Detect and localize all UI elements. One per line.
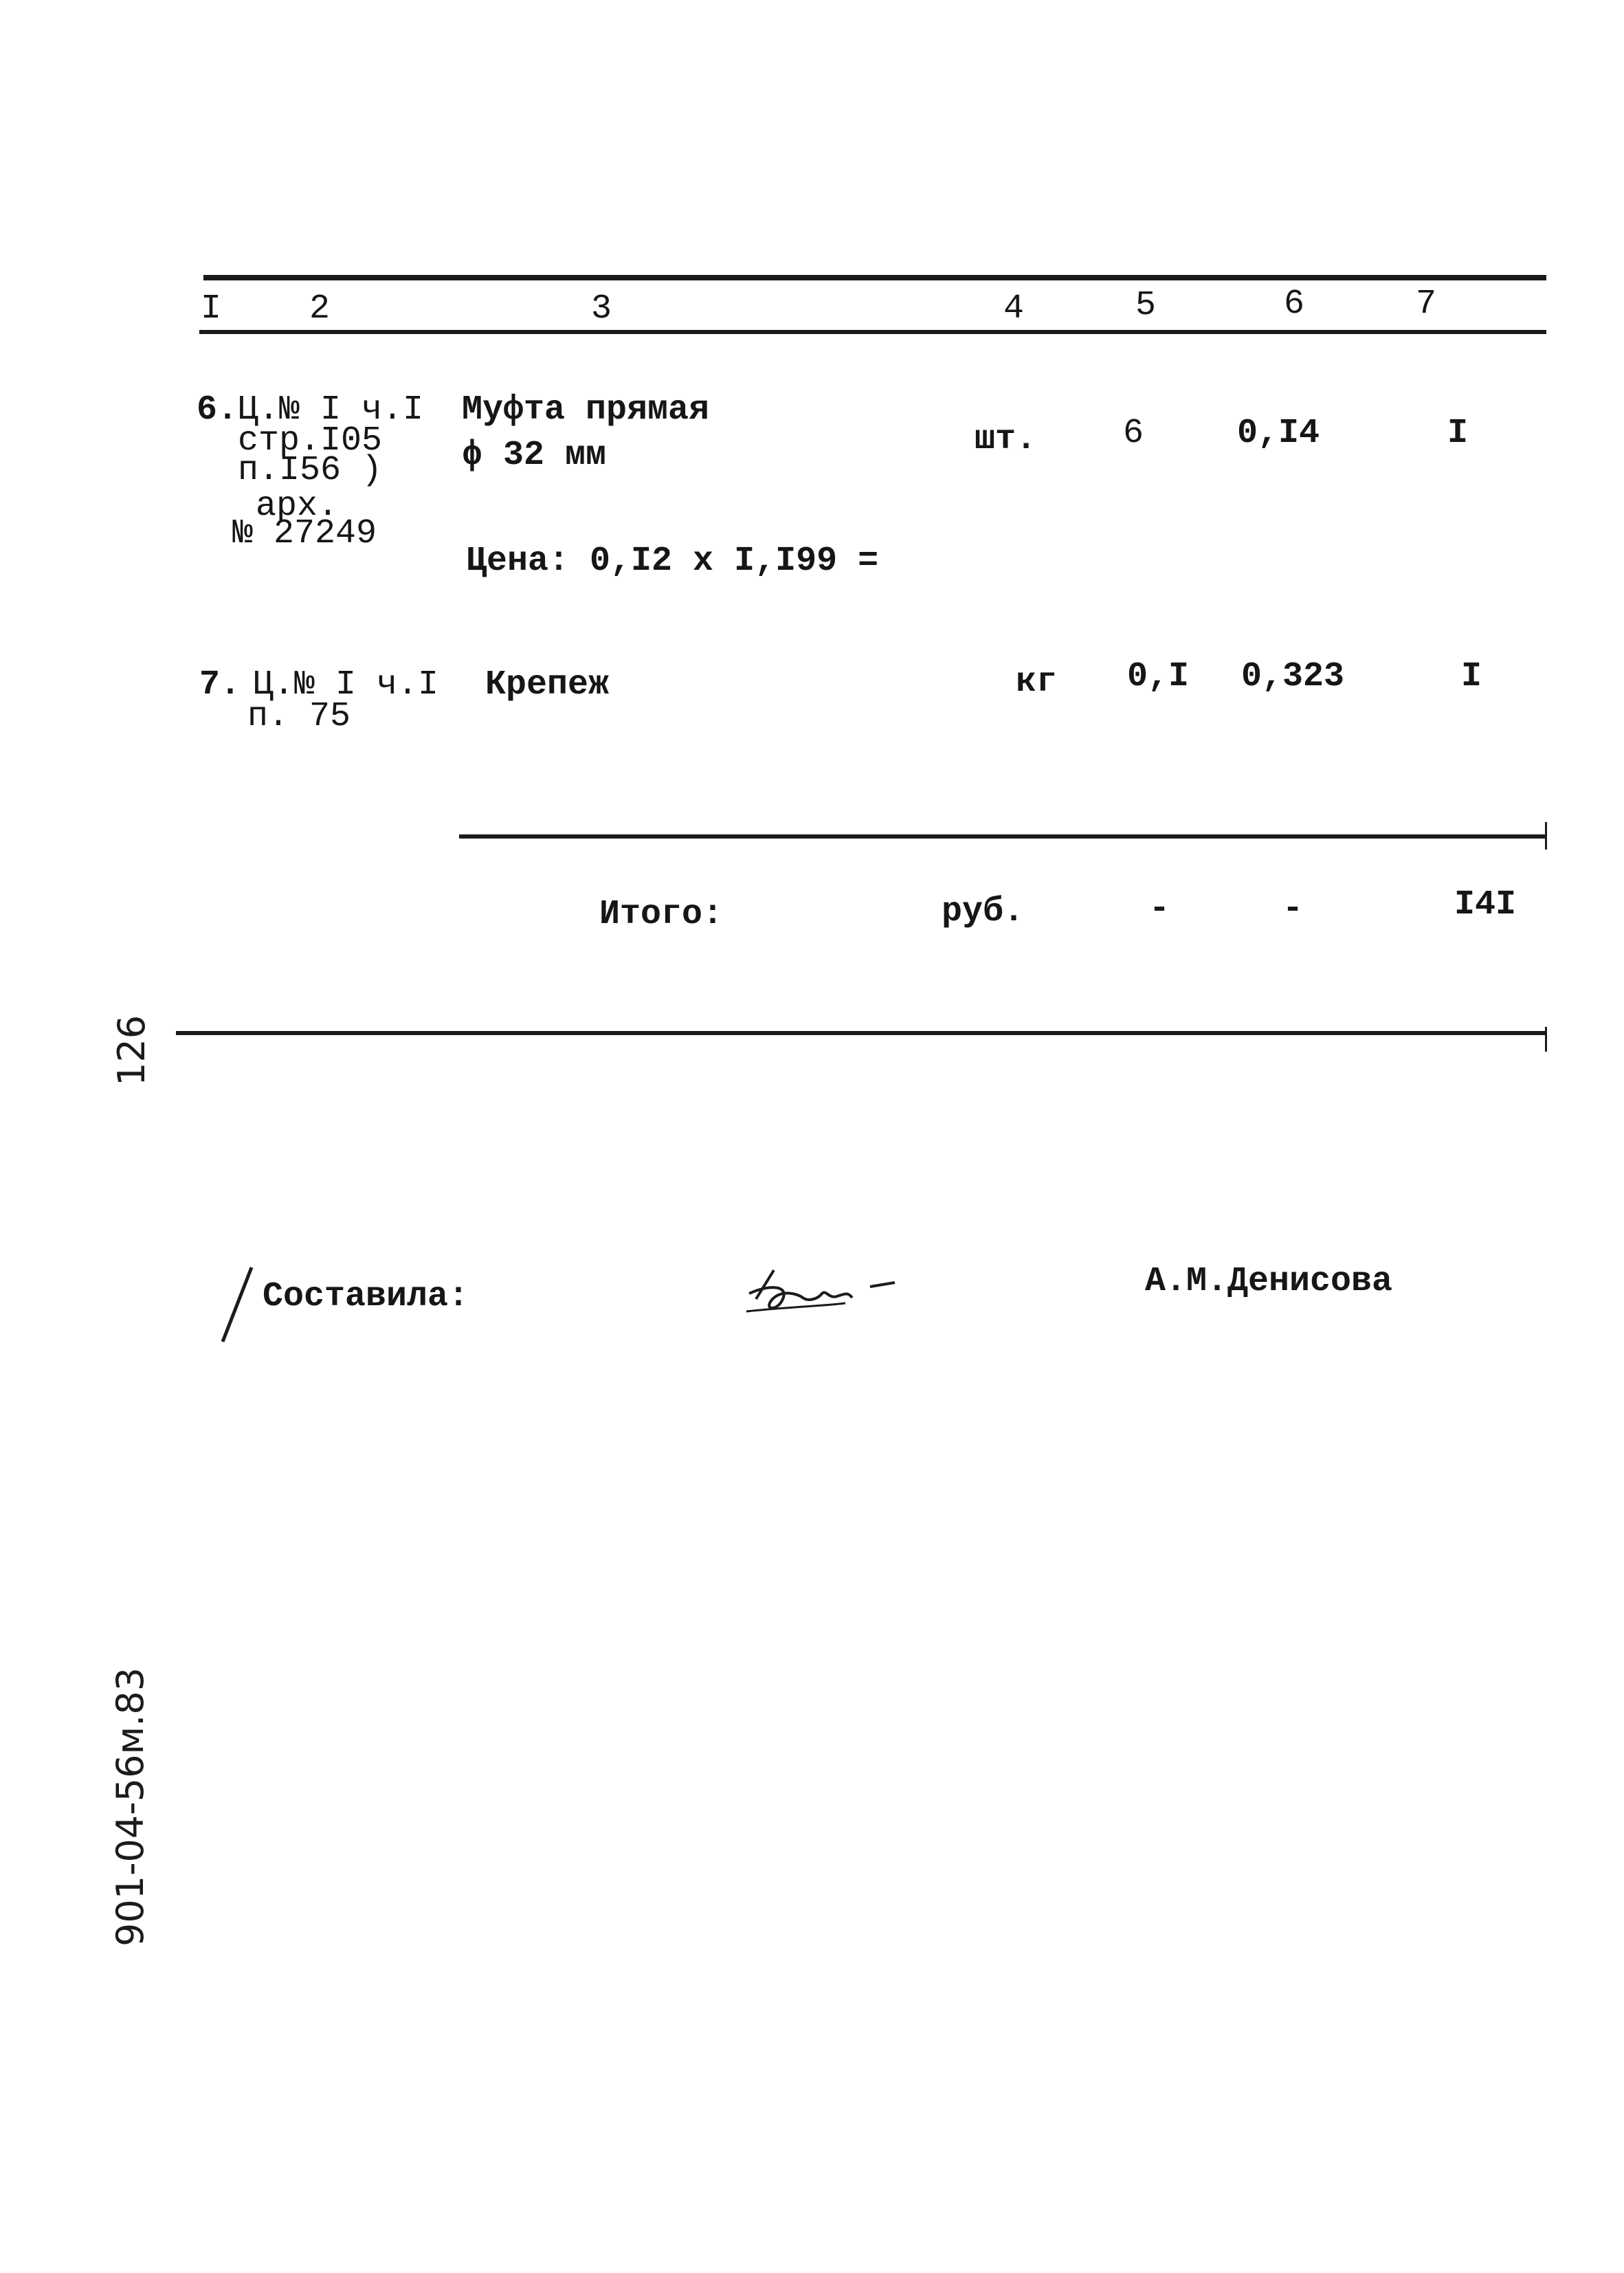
col-header-1: I <box>201 289 222 329</box>
row-ref-line: № 27249 <box>232 514 377 553</box>
signatory-name: А.М.Денисова <box>1145 1262 1393 1301</box>
row-price: 0,323 <box>1241 657 1345 696</box>
row-ref-line: п. 75 <box>247 697 351 736</box>
row-price: 0,I4 <box>1237 414 1320 453</box>
handwritten-signature <box>742 1258 948 1320</box>
signature-label: Составила: <box>263 1277 469 1316</box>
row-unit: шт. <box>975 420 1037 459</box>
total-rule <box>459 834 1546 839</box>
row-unit: кг <box>1016 663 1058 702</box>
col-header-5: 5 <box>1135 286 1157 325</box>
row-sum: I <box>1447 414 1469 453</box>
row-qty: 6 <box>1123 414 1144 453</box>
row-ref-line: стр.I05 <box>238 421 383 461</box>
col-header-4: 4 <box>1003 289 1025 329</box>
row-price-note: Цена: 0,I2 x I,I99 = <box>466 542 879 581</box>
page-number: 126 <box>110 1014 153 1086</box>
row-qty: 0,I <box>1127 657 1190 696</box>
row-sum: I <box>1461 657 1482 696</box>
row-item-name: Муфта прямая <box>462 390 710 430</box>
total-rule-tick <box>1545 822 1547 850</box>
total-sum: I4I <box>1454 885 1517 924</box>
total-price: - <box>1282 889 1304 929</box>
row-ref-line: арх. <box>256 487 339 526</box>
signature-slash-mark <box>219 1265 260 1347</box>
row-ref-line: п.I56 ) <box>238 451 383 490</box>
row-number: 7. <box>199 665 241 705</box>
row-ref-line: Ц.№ I ч.I <box>238 390 424 430</box>
table-bottom-rule-tick <box>1545 1027 1547 1052</box>
row-ref-line: Ц.№ I ч.I <box>253 665 439 705</box>
col-header-6: 6 <box>1284 285 1305 324</box>
total-unit: руб. <box>942 892 1025 931</box>
col-header-3: 3 <box>591 289 612 329</box>
header-top-rule <box>203 275 1546 280</box>
total-qty: - <box>1149 889 1170 929</box>
table-bottom-rule <box>176 1031 1546 1035</box>
col-header-7: 7 <box>1416 285 1437 324</box>
header-bottom-rule <box>199 330 1546 334</box>
document-code: 901-04-56м.83 <box>109 1667 152 1947</box>
col-header-2: 2 <box>309 289 331 329</box>
row-item-name: ϕ 32 мм <box>462 436 607 475</box>
row-number: 6. <box>197 390 238 430</box>
row-item-name: Крепеж <box>485 665 610 705</box>
total-label: Итого: <box>599 895 724 934</box>
